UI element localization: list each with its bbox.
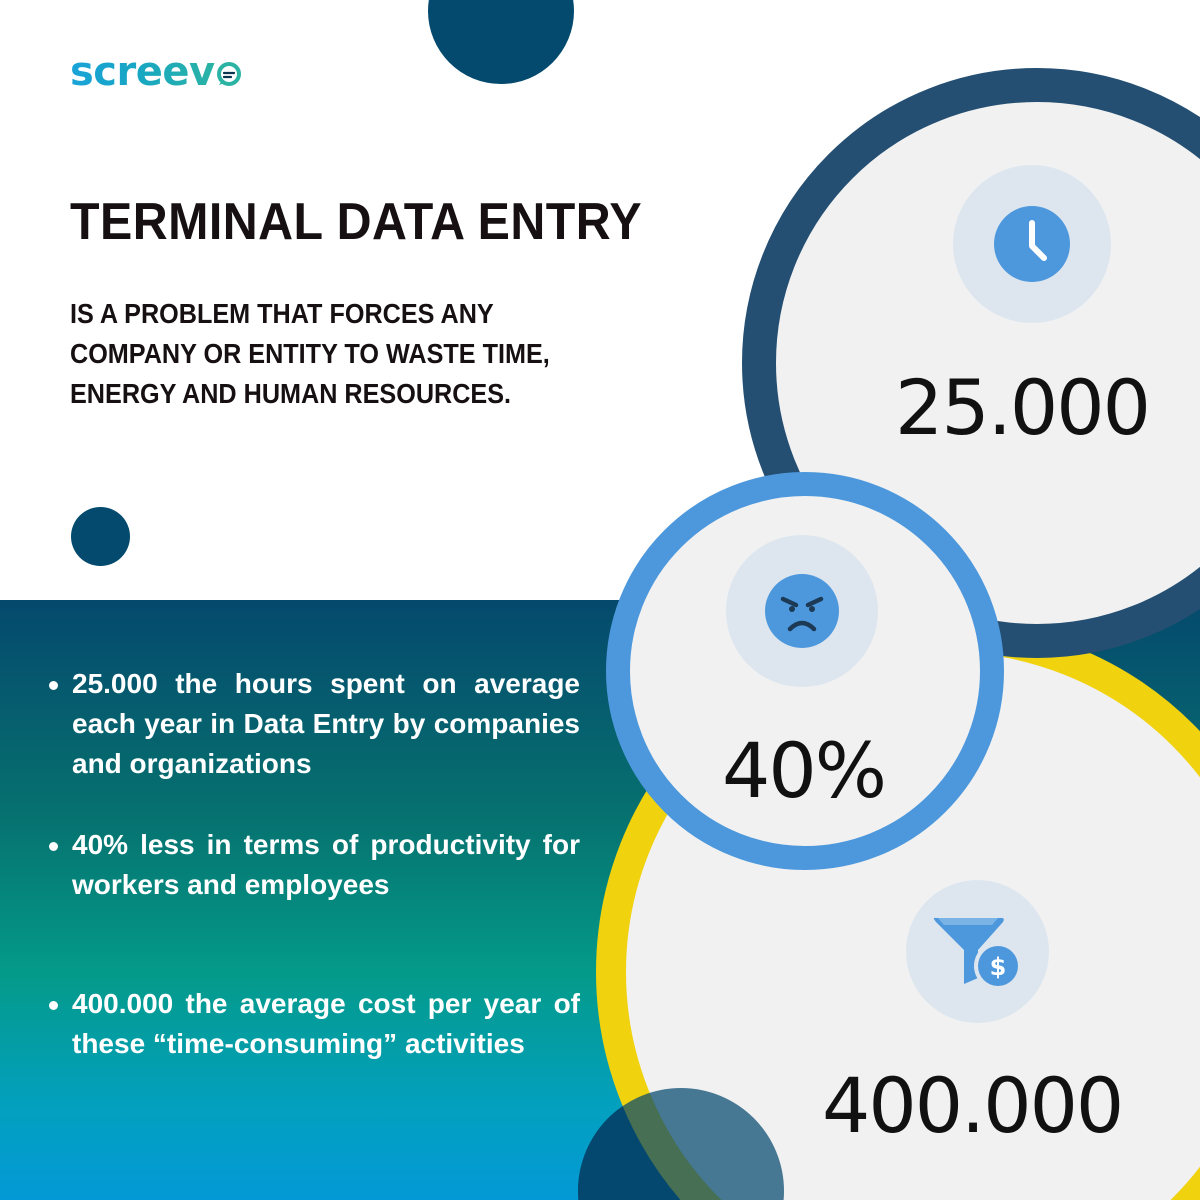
stat-productivity-value: 40% [722,726,885,815]
subtitle-line: ENERGY AND HUMAN RESOURCES. [70,378,512,409]
logo-wordmark: screev [70,49,215,95]
fact-item [44,984,580,1064]
bullet-dot-icon [49,842,58,851]
speech-bubble-icon [217,62,241,86]
stat-cost-value: 400.000 [822,1061,1123,1150]
stat-hours-value: 25.000 [895,363,1149,452]
angry-face-icon [764,573,840,649]
page-subtitle [70,294,628,414]
angry-face-icon-halo [726,535,878,687]
bullet-dot-icon [49,1001,58,1010]
fact-text: 40% less in terms of productivity for workers and employees [72,829,580,900]
clock-icon [993,205,1071,283]
clock-icon-halo [953,165,1111,323]
funnel-dollar-icon-halo [906,880,1049,1023]
decorative-circle-small [71,507,130,566]
fact-item [44,825,580,905]
decorative-circle-top [428,0,574,84]
svg-text:$: $ [989,952,1006,981]
brand-logo [70,49,241,95]
subtitle-line: COMPANY OR ENTITY TO WASTE TIME, [70,338,550,369]
fact-text: 400.000 the average cost per year of these “time-consuming” activities [72,988,580,1059]
subtitle-line: IS A PROBLEM THAT FORCES ANY [70,298,494,329]
page-title: TERMINAL DATA ENTRY [70,193,643,251]
fact-item [44,664,580,784]
bullet-dot-icon [49,681,58,690]
fact-text: 25.000 the hours spent on average each year in Data Entry by companies and organizations [72,668,580,779]
funnel-dollar-icon [930,914,1026,990]
